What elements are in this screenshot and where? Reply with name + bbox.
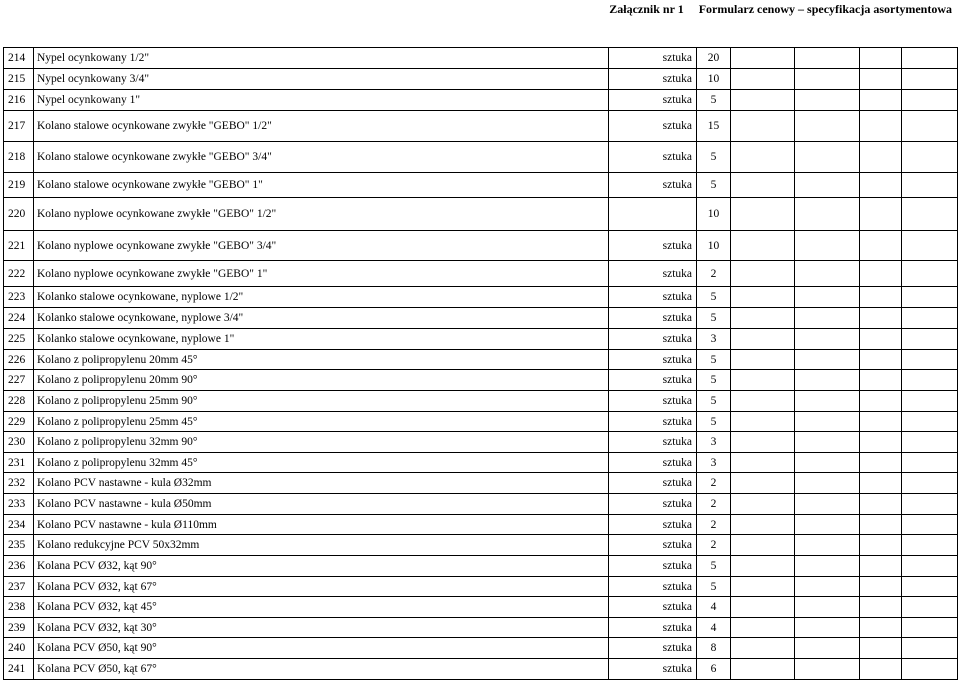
unit-cell: sztuka xyxy=(609,287,697,308)
unit-price-cell xyxy=(731,261,795,287)
table-row xyxy=(4,198,958,231)
unit-cell: sztuka xyxy=(609,432,697,453)
net-value-cell xyxy=(795,473,860,494)
page-header xyxy=(609,0,952,18)
item-name-cell: Kolana PCV Ø50, kąt 90° xyxy=(34,638,609,659)
item-number-cell: 224 xyxy=(4,308,34,329)
table-row xyxy=(4,659,958,680)
table-row xyxy=(4,597,958,618)
table-row xyxy=(4,173,958,198)
unit-price-cell xyxy=(731,494,795,515)
table-row xyxy=(4,618,958,638)
quantity-cell: 10 xyxy=(697,69,731,90)
item-name-cell: Kolano z polipropylenu 32mm 45° xyxy=(34,453,609,473)
item-number-cell: 223 xyxy=(4,287,34,308)
table-row xyxy=(4,261,958,287)
quantity-cell: 5 xyxy=(697,370,731,391)
table-row xyxy=(4,370,958,391)
vat-cell xyxy=(860,535,902,556)
vat-cell xyxy=(860,638,902,659)
unit-price-cell xyxy=(731,111,795,142)
table-row xyxy=(4,48,958,69)
vat-cell xyxy=(860,618,902,638)
item-name-cell: Kolano PCV nastawne - kula Ø50mm xyxy=(34,494,609,515)
item-number-cell: 220 xyxy=(4,198,34,231)
unit-cell: sztuka xyxy=(609,473,697,494)
unit-price-cell xyxy=(731,391,795,412)
table-row xyxy=(4,329,958,350)
gross-value-cell xyxy=(902,308,958,329)
unit-price-cell xyxy=(731,90,795,111)
item-name-cell: Kolano stalowe ocynkowane zwykłe "GEBO" 3/4" xyxy=(34,142,609,173)
table-row xyxy=(4,494,958,515)
quantity-cell: 2 xyxy=(697,515,731,535)
net-value-cell xyxy=(795,515,860,535)
gross-value-cell xyxy=(902,329,958,350)
unit-price-cell xyxy=(731,198,795,231)
gross-value-cell xyxy=(902,473,958,494)
item-name-cell: Kolana PCV Ø32, kąt 45° xyxy=(34,597,609,618)
form-subtitle: Formularz cenowy – specyfikacja asortymentowa xyxy=(698,2,952,16)
table-row xyxy=(4,391,958,412)
item-name-cell: Kolano PCV nastawne - kula Ø32mm xyxy=(34,473,609,494)
gross-value-cell xyxy=(902,231,958,261)
item-name-cell: Kolana PCV Ø32, kąt 67° xyxy=(34,577,609,597)
gross-value-cell xyxy=(902,261,958,287)
item-name-cell: Nypel ocynkowany 3/4" xyxy=(34,69,609,90)
quantity-cell: 4 xyxy=(697,618,731,638)
gross-value-cell xyxy=(902,90,958,111)
gross-value-cell xyxy=(902,391,958,412)
table-row xyxy=(4,473,958,494)
vat-cell xyxy=(860,391,902,412)
item-number-cell: 236 xyxy=(4,556,34,577)
item-number-cell: 241 xyxy=(4,659,34,680)
item-number-cell: 216 xyxy=(4,90,34,111)
unit-price-cell xyxy=(731,69,795,90)
net-value-cell xyxy=(795,329,860,350)
price-form-table xyxy=(3,47,958,680)
vat-cell xyxy=(860,329,902,350)
unit-cell: sztuka xyxy=(609,350,697,370)
net-value-cell xyxy=(795,198,860,231)
vat-cell xyxy=(860,370,902,391)
net-value-cell xyxy=(795,69,860,90)
vat-cell xyxy=(860,597,902,618)
item-number-cell: 239 xyxy=(4,618,34,638)
unit-cell: sztuka xyxy=(609,515,697,535)
item-name-cell: Kolano z polipropylenu 32mm 90° xyxy=(34,432,609,453)
unit-price-cell xyxy=(731,659,795,680)
gross-value-cell xyxy=(902,494,958,515)
table-row xyxy=(4,231,958,261)
table-row xyxy=(4,535,958,556)
item-name-cell: Kolanko stalowe ocynkowane, nyplowe 1" xyxy=(34,329,609,350)
vat-cell xyxy=(860,48,902,69)
item-number-cell: 230 xyxy=(4,432,34,453)
table-row xyxy=(4,111,958,142)
net-value-cell xyxy=(795,494,860,515)
table-row xyxy=(4,90,958,111)
item-number-cell: 234 xyxy=(4,515,34,535)
quantity-cell: 3 xyxy=(697,329,731,350)
gross-value-cell xyxy=(902,453,958,473)
unit-price-cell xyxy=(731,597,795,618)
quantity-cell: 2 xyxy=(697,494,731,515)
item-number-cell: 229 xyxy=(4,412,34,432)
net-value-cell xyxy=(795,535,860,556)
table-body xyxy=(4,48,958,680)
quantity-cell: 3 xyxy=(697,453,731,473)
item-number-cell: 232 xyxy=(4,473,34,494)
quantity-cell: 2 xyxy=(697,261,731,287)
quantity-cell: 5 xyxy=(697,556,731,577)
quantity-cell: 5 xyxy=(697,90,731,111)
item-number-cell: 228 xyxy=(4,391,34,412)
item-name-cell: Kolano stalowe ocynkowane zwykłe "GEBO" 1/2" xyxy=(34,111,609,142)
unit-price-cell xyxy=(731,350,795,370)
unit-cell xyxy=(609,198,697,231)
item-number-cell: 222 xyxy=(4,261,34,287)
net-value-cell xyxy=(795,412,860,432)
unit-cell: sztuka xyxy=(609,638,697,659)
gross-value-cell xyxy=(902,69,958,90)
unit-price-cell xyxy=(731,48,795,69)
net-value-cell xyxy=(795,556,860,577)
table-row xyxy=(4,453,958,473)
vat-cell xyxy=(860,350,902,370)
gross-value-cell xyxy=(902,173,958,198)
item-name-cell: Kolana PCV Ø50, kąt 67° xyxy=(34,659,609,680)
vat-cell xyxy=(860,412,902,432)
gross-value-cell xyxy=(902,370,958,391)
quantity-cell: 2 xyxy=(697,473,731,494)
unit-price-cell xyxy=(731,412,795,432)
unit-price-cell xyxy=(731,231,795,261)
item-name-cell: Kolano z polipropylenu 20mm 90° xyxy=(34,370,609,391)
unit-price-cell xyxy=(731,287,795,308)
item-name-cell: Kolano nyplowe ocynkowane zwykłe "GEBO" 1" xyxy=(34,261,609,287)
quantity-cell: 4 xyxy=(697,597,731,618)
unit-cell: sztuka xyxy=(609,618,697,638)
item-name-cell: Kolano PCV nastawne - kula Ø110mm xyxy=(34,515,609,535)
item-number-cell: 231 xyxy=(4,453,34,473)
unit-price-cell xyxy=(731,432,795,453)
unit-price-cell xyxy=(731,577,795,597)
vat-cell xyxy=(860,231,902,261)
unit-cell: sztuka xyxy=(609,69,697,90)
net-value-cell xyxy=(795,432,860,453)
vat-cell xyxy=(860,287,902,308)
quantity-cell: 5 xyxy=(697,577,731,597)
vat-cell xyxy=(860,494,902,515)
quantity-cell: 5 xyxy=(697,142,731,173)
unit-cell: sztuka xyxy=(609,494,697,515)
vat-cell xyxy=(860,111,902,142)
vat-cell xyxy=(860,308,902,329)
item-number-cell: 215 xyxy=(4,69,34,90)
unit-price-cell xyxy=(731,515,795,535)
gross-value-cell xyxy=(902,618,958,638)
vat-cell xyxy=(860,142,902,173)
unit-cell: sztuka xyxy=(609,453,697,473)
item-name-cell: Kolano nyplowe ocynkowane zwykłe "GEBO" 3/4" xyxy=(34,231,609,261)
gross-value-cell xyxy=(902,111,958,142)
quantity-cell: 2 xyxy=(697,535,731,556)
vat-cell xyxy=(860,515,902,535)
unit-cell: sztuka xyxy=(609,412,697,432)
quantity-cell: 20 xyxy=(697,48,731,69)
gross-value-cell xyxy=(902,638,958,659)
unit-cell: sztuka xyxy=(609,48,697,69)
item-name-cell: Kolanko stalowe ocynkowane, nyplowe 1/2" xyxy=(34,287,609,308)
net-value-cell xyxy=(795,111,860,142)
unit-cell: sztuka xyxy=(609,659,697,680)
item-number-cell: 235 xyxy=(4,535,34,556)
gross-value-cell xyxy=(902,535,958,556)
item-number-cell: 237 xyxy=(4,577,34,597)
item-name-cell: Kolano redukcyjne PCV 50x32mm xyxy=(34,535,609,556)
gross-value-cell xyxy=(902,597,958,618)
quantity-cell: 5 xyxy=(697,287,731,308)
net-value-cell xyxy=(795,231,860,261)
item-number-cell: 219 xyxy=(4,173,34,198)
unit-price-cell xyxy=(731,618,795,638)
net-value-cell xyxy=(795,350,860,370)
unit-price-cell xyxy=(731,453,795,473)
vat-cell xyxy=(860,69,902,90)
quantity-cell: 5 xyxy=(697,412,731,432)
net-value-cell xyxy=(795,638,860,659)
net-value-cell xyxy=(795,173,860,198)
quantity-cell: 15 xyxy=(697,111,731,142)
item-number-cell: 217 xyxy=(4,111,34,142)
net-value-cell xyxy=(795,597,860,618)
net-value-cell xyxy=(795,48,860,69)
vat-cell xyxy=(860,432,902,453)
unit-cell: sztuka xyxy=(609,329,697,350)
item-name-cell: Kolano nyplowe ocynkowane zwykłe "GEBO" 1/2" xyxy=(34,198,609,231)
quantity-cell: 10 xyxy=(697,198,731,231)
vat-cell xyxy=(860,473,902,494)
unit-price-cell xyxy=(731,556,795,577)
table-row xyxy=(4,287,958,308)
gross-value-cell xyxy=(902,198,958,231)
vat-cell xyxy=(860,577,902,597)
vat-cell xyxy=(860,90,902,111)
vat-cell xyxy=(860,173,902,198)
gross-value-cell xyxy=(902,515,958,535)
unit-price-cell xyxy=(731,173,795,198)
table-row xyxy=(4,142,958,173)
gross-value-cell xyxy=(902,556,958,577)
quantity-cell: 5 xyxy=(697,350,731,370)
unit-price-cell xyxy=(731,638,795,659)
vat-cell xyxy=(860,261,902,287)
quantity-cell: 5 xyxy=(697,308,731,329)
vat-cell xyxy=(860,556,902,577)
table-row xyxy=(4,432,958,453)
vat-cell xyxy=(860,453,902,473)
net-value-cell xyxy=(795,618,860,638)
table-row xyxy=(4,638,958,659)
net-value-cell xyxy=(795,308,860,329)
net-value-cell xyxy=(795,391,860,412)
quantity-cell: 5 xyxy=(697,391,731,412)
gross-value-cell xyxy=(902,659,958,680)
unit-cell: sztuka xyxy=(609,577,697,597)
unit-price-cell xyxy=(731,535,795,556)
item-number-cell: 221 xyxy=(4,231,34,261)
unit-cell: sztuka xyxy=(609,90,697,111)
item-number-cell: 214 xyxy=(4,48,34,69)
gross-value-cell xyxy=(902,350,958,370)
item-name-cell: Kolano stalowe ocynkowane zwykłe "GEBO" 1" xyxy=(34,173,609,198)
gross-value-cell xyxy=(902,142,958,173)
item-number-cell: 238 xyxy=(4,597,34,618)
item-name-cell: Kolana PCV Ø32, kąt 90° xyxy=(34,556,609,577)
table-row xyxy=(4,577,958,597)
table-row xyxy=(4,515,958,535)
item-number-cell: 226 xyxy=(4,350,34,370)
quantity-cell: 3 xyxy=(697,432,731,453)
unit-price-cell xyxy=(731,329,795,350)
unit-cell: sztuka xyxy=(609,261,697,287)
item-number-cell: 240 xyxy=(4,638,34,659)
unit-cell: sztuka xyxy=(609,597,697,618)
unit-price-cell xyxy=(731,308,795,329)
gross-value-cell xyxy=(902,412,958,432)
attachment-title: Załącznik nr 1 xyxy=(609,2,684,16)
net-value-cell xyxy=(795,261,860,287)
item-name-cell: Kolano z polipropylenu 20mm 45° xyxy=(34,350,609,370)
unit-cell: sztuka xyxy=(609,111,697,142)
quantity-cell: 5 xyxy=(697,173,731,198)
unit-cell: sztuka xyxy=(609,556,697,577)
net-value-cell xyxy=(795,659,860,680)
table-row xyxy=(4,69,958,90)
quantity-cell: 10 xyxy=(697,231,731,261)
vat-cell xyxy=(860,659,902,680)
unit-cell: sztuka xyxy=(609,391,697,412)
gross-value-cell xyxy=(902,287,958,308)
item-name-cell: Kolana PCV Ø32, kąt 30° xyxy=(34,618,609,638)
unit-cell: sztuka xyxy=(609,370,697,391)
net-value-cell xyxy=(795,370,860,391)
net-value-cell xyxy=(795,90,860,111)
table-row xyxy=(4,350,958,370)
item-name-cell: Kolanko stalowe ocynkowane, nyplowe 3/4" xyxy=(34,308,609,329)
item-name-cell: Nypel ocynkowany 1/2" xyxy=(34,48,609,69)
net-value-cell xyxy=(795,142,860,173)
table-row xyxy=(4,308,958,329)
gross-value-cell xyxy=(902,577,958,597)
unit-cell: sztuka xyxy=(609,535,697,556)
table-row xyxy=(4,412,958,432)
gross-value-cell xyxy=(902,48,958,69)
item-number-cell: 225 xyxy=(4,329,34,350)
table-row xyxy=(4,556,958,577)
quantity-cell: 6 xyxy=(697,659,731,680)
item-number-cell: 227 xyxy=(4,370,34,391)
unit-cell: sztuka xyxy=(609,308,697,329)
net-value-cell xyxy=(795,577,860,597)
unit-cell: sztuka xyxy=(609,142,697,173)
item-name-cell: Kolano z polipropylenu 25mm 45° xyxy=(34,412,609,432)
unit-price-cell xyxy=(731,370,795,391)
item-name-cell: Nypel ocynkowany 1" xyxy=(34,90,609,111)
unit-price-cell xyxy=(731,142,795,173)
quantity-cell: 8 xyxy=(697,638,731,659)
item-name-cell: Kolano z polipropylenu 25mm 90° xyxy=(34,391,609,412)
unit-cell: sztuka xyxy=(609,231,697,261)
unit-cell: sztuka xyxy=(609,173,697,198)
item-number-cell: 233 xyxy=(4,494,34,515)
net-value-cell xyxy=(795,287,860,308)
unit-price-cell xyxy=(731,473,795,494)
gross-value-cell xyxy=(902,432,958,453)
vat-cell xyxy=(860,198,902,231)
net-value-cell xyxy=(795,453,860,473)
item-number-cell: 218 xyxy=(4,142,34,173)
